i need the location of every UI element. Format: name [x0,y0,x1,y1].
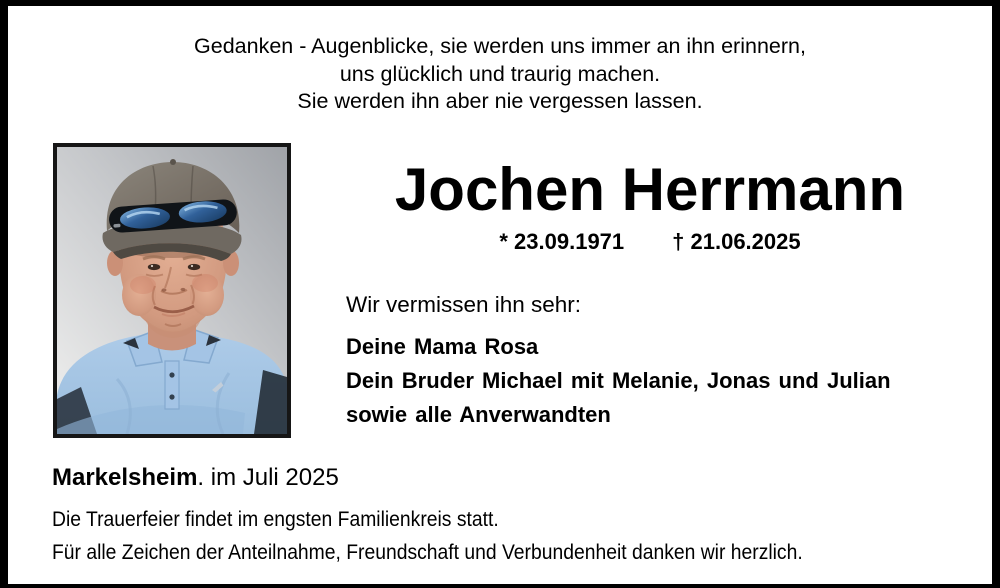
button-placket [165,361,179,409]
epigraph-line: Gedanken - Augenblicke, sie werden uns immer an ihn erinnern, [194,34,806,58]
mourning-intro: Wir vermissen ihn sehr: [346,292,582,317]
funeral-info-line: Die Trauerfeier findet im engsten Familienkreis statt. [52,508,499,531]
cheek-right [192,274,218,292]
portrait-illustration [57,147,287,434]
funeral-info [52,503,803,569]
mourner-line: sowie alle Anverwandten [346,402,611,427]
death-date: † 21.06.2025 [672,229,801,254]
mourner-line: Deine Mama Rosa [346,334,539,359]
epigraph-line: Sie werden ihn aber nie vergessen lassen. [297,89,703,113]
portrait-photo [53,143,291,438]
date-text: . im Juli 2025 [197,464,339,491]
life-dates [345,229,955,255]
funeral-info-line: Für alle Zeichen der Anteilnahme, Freundschaft und Verbundenheit danken wir herzlich. [52,541,803,564]
eye-left [148,264,160,270]
shirt-button [169,394,174,399]
place-name: Markelsheim [52,464,198,491]
shirt-button [169,372,174,377]
deceased-name: Jochen Herrmann [394,156,906,223]
birth-date: * 23.09.1971 [499,229,625,254]
place-and-date [52,464,339,492]
mourners-list [346,330,891,432]
epigraph [0,33,1000,116]
epigraph-line: uns glücklich und traurig machen. [339,61,661,86]
cap-button [170,159,176,165]
cheek-left [130,276,156,294]
mourner-line: Dein Bruder Michael mit Melanie, Jonas und Julian [346,368,891,393]
eye-right [188,264,200,270]
